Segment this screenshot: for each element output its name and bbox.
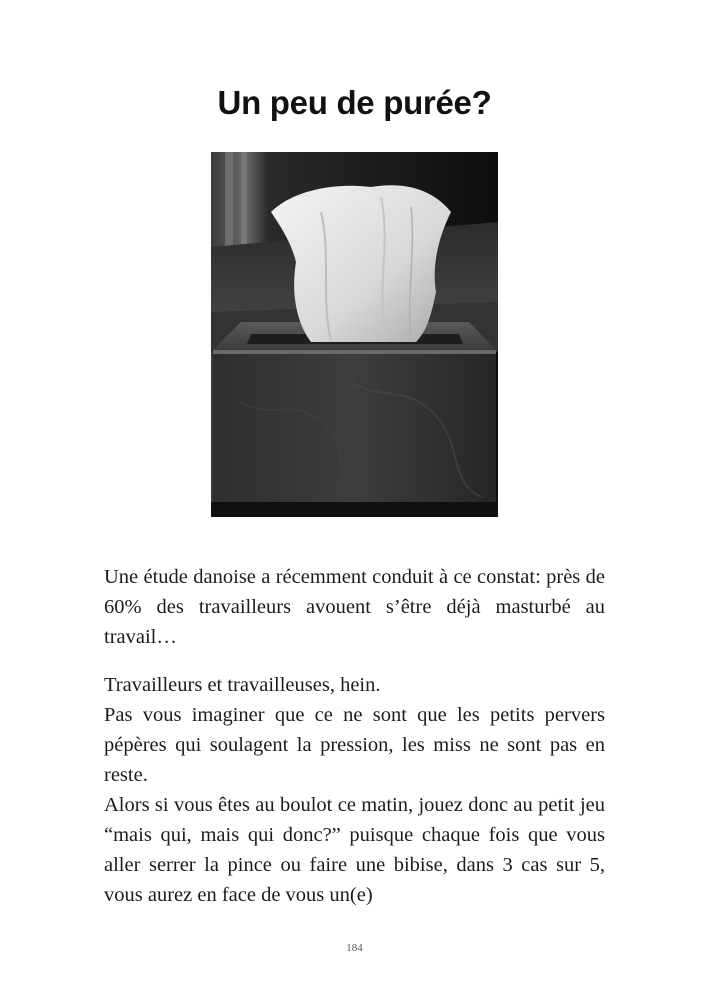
paragraph-3: Pas vous imaginer que ce ne sont que les petits pervers pépères qui soulagent la pression, les miss ne sont pas en reste. bbox=[104, 704, 605, 786]
paragraph-1: Une étude danoise a récemment conduit à ce constat: près de 60% des travailleurs avouent s’être déjà masturbé au travail… bbox=[104, 566, 605, 648]
paragraph-4: Alors si vous êtes au boulot ce matin, jouez donc au petit jeu “mais qui, mais qui donc?” puisque chaque fois que vous aller serrer la pince ou faire une bibise, dans 3 cas sur 5, vous aurez en face de vous un(e) bbox=[104, 794, 605, 906]
page-number: 184 bbox=[346, 942, 363, 954]
body-text bbox=[104, 562, 605, 910]
tissue-box-photo bbox=[211, 152, 498, 517]
page-title: Un peu de purée? bbox=[217, 84, 492, 121]
paragraph-2: Travailleurs et travailleuses, hein. bbox=[104, 674, 381, 696]
